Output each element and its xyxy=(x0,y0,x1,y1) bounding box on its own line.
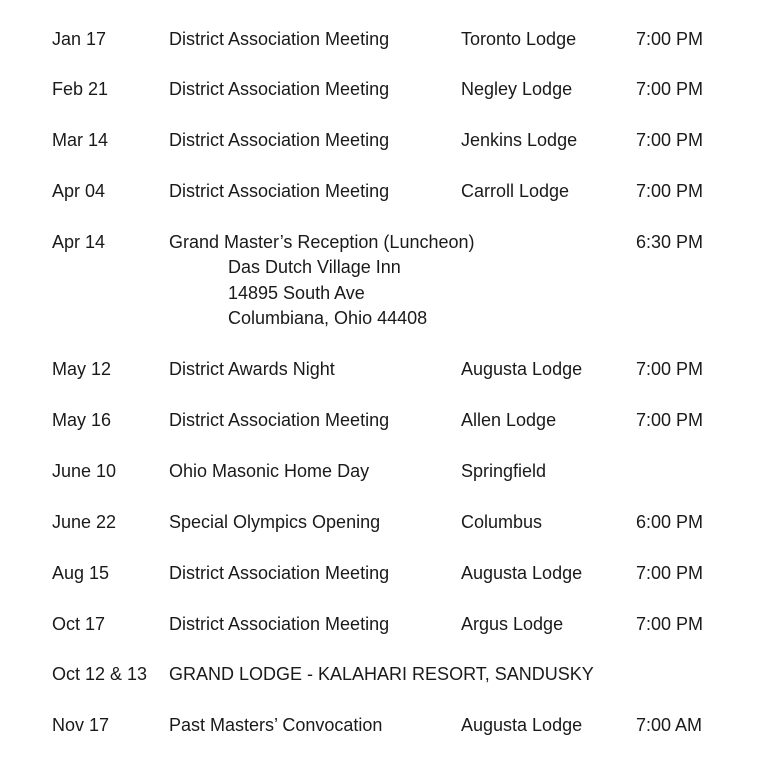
event-time: 7:00 PM xyxy=(636,614,704,634)
event-title: Ohio Masonic Home Day xyxy=(169,461,370,481)
event-location: Argus Lodge xyxy=(461,614,564,634)
schedule-row xyxy=(0,127,773,153)
event-date: May 16 xyxy=(52,410,112,430)
schedule-row xyxy=(0,407,773,433)
schedule-row xyxy=(0,356,773,382)
schedule-row xyxy=(0,26,773,52)
event-location: Columbus xyxy=(461,512,543,532)
event-location: Toronto Lodge xyxy=(461,29,577,49)
schedule-row xyxy=(0,661,773,687)
event-location: Jenkins Lodge xyxy=(461,130,578,150)
event-title: District Association Meeting xyxy=(169,563,390,583)
event-location: Augusta Lodge xyxy=(461,563,583,583)
event-time: 7:00 PM xyxy=(636,29,704,49)
event-title: District Association Meeting xyxy=(169,79,390,99)
event-title: District Awards Night xyxy=(169,359,335,379)
event-title: Special Olympics Opening xyxy=(169,512,381,532)
event-time: 7:00 PM xyxy=(636,130,704,150)
schedule-row xyxy=(0,560,773,586)
schedule-row xyxy=(0,611,773,637)
event-date: Nov 17 xyxy=(52,715,110,735)
event-time: 7:00 AM xyxy=(636,715,703,735)
schedule-row xyxy=(0,229,773,255)
event-date: Feb 21 xyxy=(52,79,109,99)
event-date: June 10 xyxy=(52,461,117,481)
event-title: Grand Master’s Reception (Luncheon) xyxy=(169,232,475,252)
event-date: Jan 17 xyxy=(52,29,107,49)
event-date: May 12 xyxy=(52,359,112,379)
schedule-row xyxy=(0,712,773,738)
event-time: 7:00 PM xyxy=(636,563,704,583)
schedule-row xyxy=(0,509,773,535)
event-title: District Association Meeting xyxy=(169,130,390,150)
venue-name: Das Dutch Village Inn xyxy=(228,257,401,277)
event-location: Negley Lodge xyxy=(461,79,573,99)
event-date: Oct 17 xyxy=(52,614,106,634)
event-title: GRAND LODGE - KALAHARI RESORT, SANDUSKY xyxy=(169,664,594,684)
event-title: District Association Meeting xyxy=(169,410,390,430)
event-location: Augusta Lodge xyxy=(461,715,583,735)
event-date: Oct 12 & 13 xyxy=(52,664,148,684)
event-time: 7:00 PM xyxy=(636,79,704,99)
event-date: Aug 15 xyxy=(52,563,110,583)
event-time: 6:30 PM xyxy=(636,232,704,252)
event-location: Springfield xyxy=(461,461,547,481)
event-time: 7:00 PM xyxy=(636,181,704,201)
schedule-row xyxy=(0,458,773,484)
event-time: 7:00 PM xyxy=(636,359,704,379)
event-date: Apr 04 xyxy=(52,181,106,201)
event-title: District Association Meeting xyxy=(169,614,390,634)
event-date: Mar 14 xyxy=(52,130,109,150)
event-location: Allen Lodge xyxy=(461,410,557,430)
event-title: District Association Meeting xyxy=(169,181,390,201)
schedule-row xyxy=(0,178,773,204)
event-location: Augusta Lodge xyxy=(461,359,583,379)
event-title: Past Masters’ Convocation xyxy=(169,715,383,735)
venue-street: 14895 South Ave xyxy=(228,283,365,303)
event-location: Carroll Lodge xyxy=(461,181,570,201)
event-title: District Association Meeting xyxy=(169,29,390,49)
venue-city: Columbiana, Ohio 44408 xyxy=(228,308,428,328)
event-date: June 22 xyxy=(52,512,117,532)
event-time: 6:00 PM xyxy=(636,512,704,532)
schedule-row xyxy=(0,76,773,102)
event-date: Apr 14 xyxy=(52,232,106,252)
event-time: 7:00 PM xyxy=(636,410,704,430)
